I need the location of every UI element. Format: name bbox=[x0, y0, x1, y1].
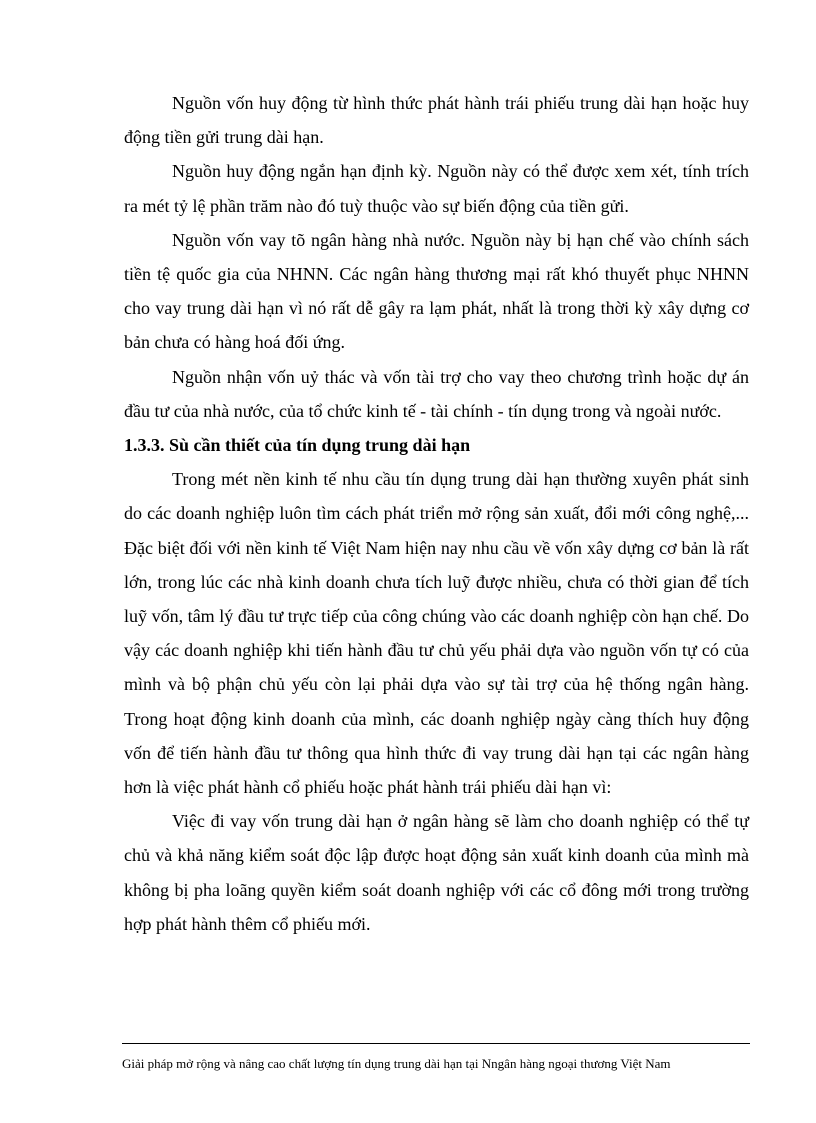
footer-title: Giải pháp mở rộng và nâng cao chất lượng tín dụng trung dài hạn tại Nngân hàng ngoại thương Việt Nam bbox=[122, 1056, 671, 1071]
paragraph-bank-borrowing: Việc đi vay vốn trung dài hạn ở ngân hàng sẽ làm cho doanh nghiệp có thể tự chủ và khả năng kiểm soát độc lập được hoạt động sản xuất kinh doanh của mình mà không bị pha loãng quyền kiểm soát doanh nghiệp với các cổ đông mới trong trường hợp phát hành thêm cổ phiếu mới. bbox=[124, 811, 749, 934]
paragraph-state-bank-loans: Nguồn vốn vay tõ ngân hàng nhà nước. Nguồn này bị hạn chế vào chính sách tiền tệ quốc gia của NHNN. Các ngân hàng thương mại rất khó thuyết phục NHNN cho vay trung dài hạn vì nó rất dễ gây ra lạm phát, nhất là trong thời kỳ xây dựng cơ bản chưa có hàng hoá đối ứng. bbox=[124, 229, 749, 353]
paragraph-credit-demand: Trong mét nền kinh tế nhu cầu tín dụng trung dài hạn thường xuyên phát sinh do các doanh nghiệp luôn tìm cách phát triển mở rộng sản xuất, đổi mới công nghệ,... Đặc biệt đối với nền kinh tế Việt Nam hiện nay nhu cầu về vốn xây dựng cơ bản là rất lớn, trong lúc các nhà kinh doanh chưa tích luỹ được nhiều, chưa có thời gian để tích luỹ vốn, tâm lý đầu tư trực tiếp của công chúng vào các doanh nghiệp còn hạn chế. Do vậy các doanh nghiệp khi tiến hành đầu tư chủ yếu phải dựa vào nguồn vốn tự có của mình và bộ phận chủ yếu còn lại phải dựa vào sự tài trợ của hệ thống ngân hàng. Trong hoạt động kinh doanh của mình, các doanh nghiệp ngày càng thích huy động vốn để tiến hành đầu tư thông qua hình thức đi vay trung dài hạn tại các ngân hàng hơn là việc phát hành cổ phiếu hoặc phát hành trái phiếu dài hạn vì: bbox=[124, 469, 749, 798]
paragraph-bond-funding: Nguồn vốn huy động từ hình thức phát hành trái phiếu trung dài hạn hoặc huy động tiền gửi trung dài hạn. bbox=[124, 93, 749, 148]
section-heading: 1.3.3. Sù cần thiết của tín dụng trung dài hạn bbox=[124, 435, 471, 456]
paragraph-trust-funds: Nguồn nhận vốn uỷ thác và vốn tài trợ cho vay theo chương trình hoặc dự án đầu tư của nhà nước, của tổ chức kinh tế - tài chính - tín dụng trong và ngoài nước. bbox=[124, 366, 749, 421]
footer-divider bbox=[122, 1043, 750, 1044]
paragraph-short-term-funding: Nguồn huy động ngắn hạn định kỳ. Nguồn này có thể được xem xét, tính trích ra mét tỷ lệ phần trăm nào đó tuỳ thuộc vào sự biến động của tiền gửi. bbox=[124, 161, 749, 216]
body-content bbox=[124, 86, 749, 941]
